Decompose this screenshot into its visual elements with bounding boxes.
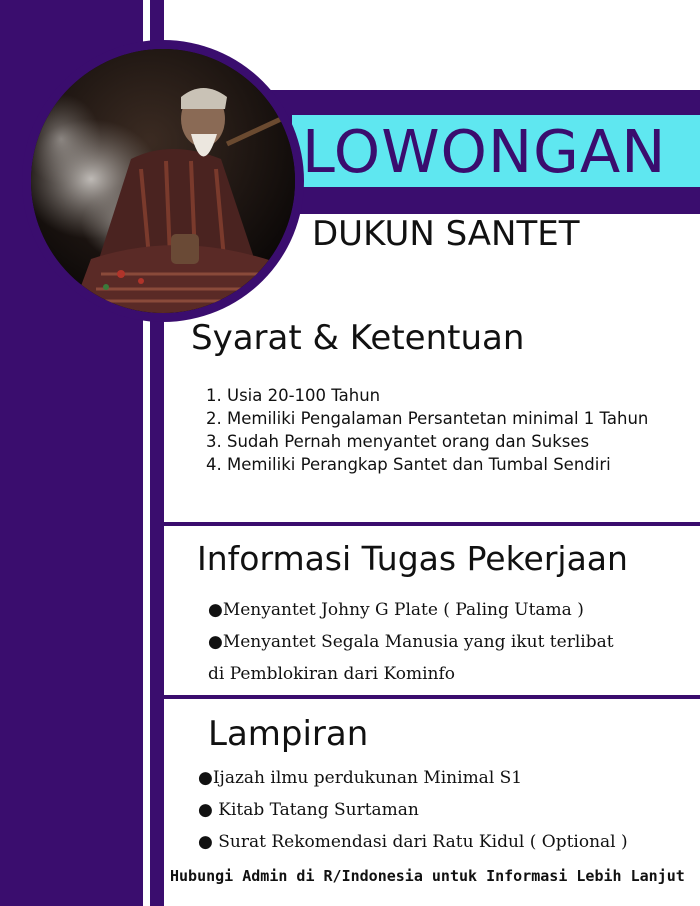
shaman-photo: [31, 49, 295, 313]
list-item: ● Surat Rekomendasi dari Ratu Kidul ( Optional ): [198, 832, 628, 852]
job-info-list: [208, 594, 614, 690]
list-item: 4. Memiliki Perangkap Santet dan Tumbal Sendiri: [206, 455, 611, 474]
divider: [164, 695, 700, 699]
list-item: 2. Memiliki Pengalaman Persantetan minimal 1 Tahun: [206, 409, 649, 428]
job-info-title: Informasi Tugas Pekerjaan: [197, 539, 628, 578]
requirements-title: Syarat & Ketentuan: [191, 318, 525, 358]
list-item: di Pemblokiran dari Kominfo: [208, 664, 455, 684]
requirements-list: [206, 384, 648, 476]
list-item: ●Ijazah ilmu perdukunan Minimal S1: [198, 768, 523, 788]
list-item: ●Menyantet Segala Manusia yang ikut terlibat: [208, 632, 614, 652]
attachments-list: [198, 762, 628, 858]
header-title: LOWONGAN: [302, 117, 667, 186]
divider: [164, 522, 700, 526]
list-item: 1. Usia 20-100 Tahun: [206, 386, 381, 405]
shaman-photo-icon: [31, 49, 295, 313]
attachments-title: Lampiran: [208, 714, 369, 754]
list-item: ●Menyantet Johny G Plate ( Paling Utama ): [208, 600, 584, 620]
footer-contact: Hubungi Admin di R/Indonesia untuk Informasi Lebih Lanjut: [170, 867, 685, 885]
header-subtitle: DUKUN SANTET: [312, 214, 580, 254]
list-item: 3. Sudah Pernah menyantet orang dan Sukses: [206, 432, 590, 451]
list-item: ● Kitab Tatang Surtaman: [198, 800, 419, 820]
